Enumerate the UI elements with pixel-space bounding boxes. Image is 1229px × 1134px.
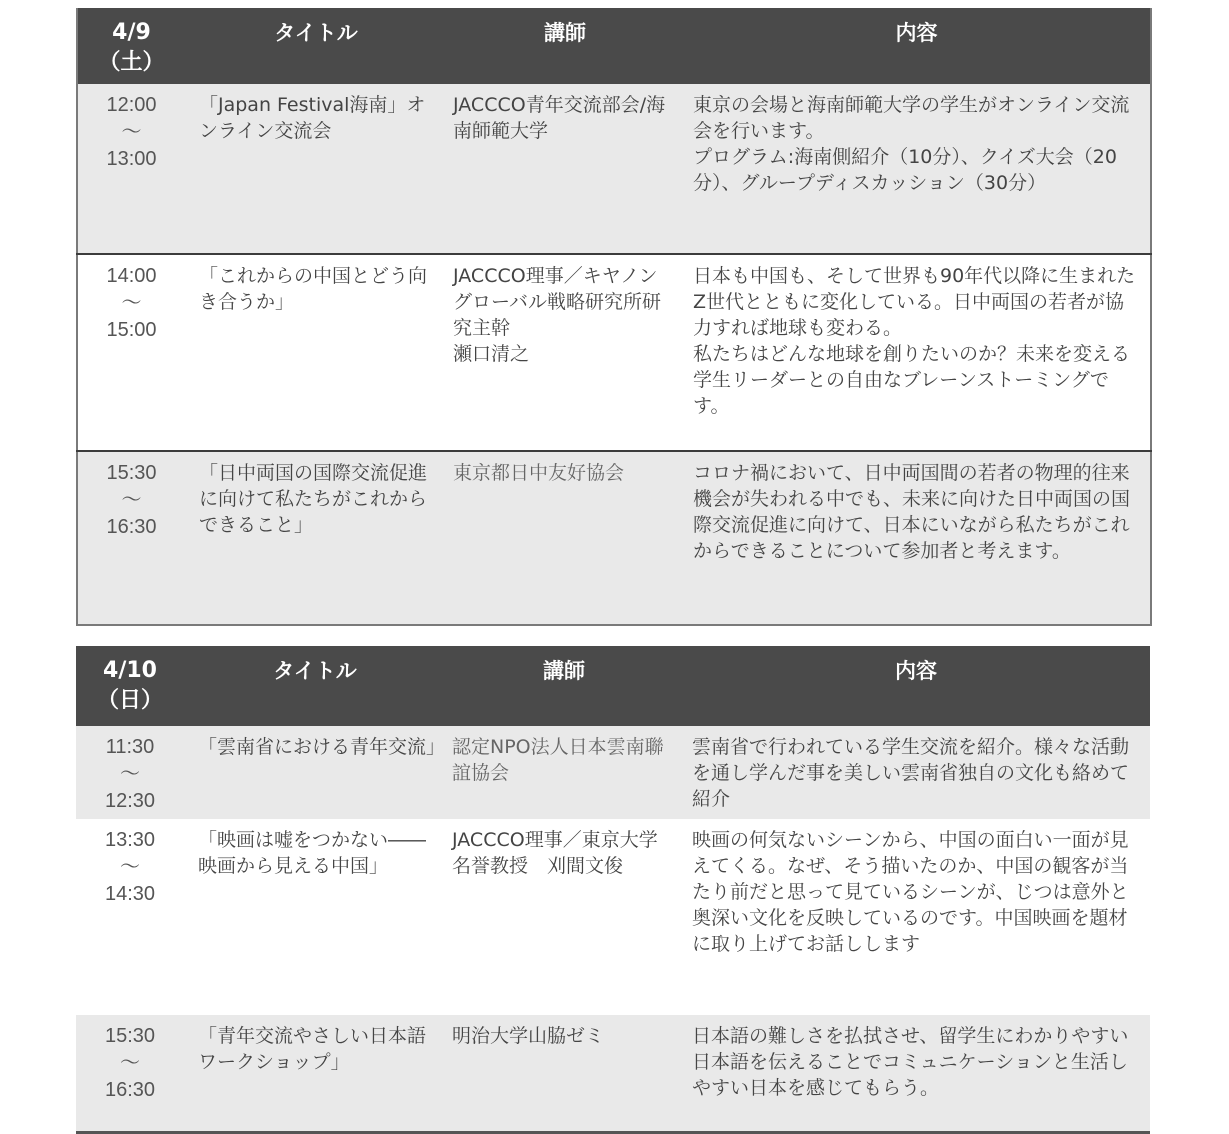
session-lecturer: 認定NPO法人日本雲南聯誼協会: [446, 726, 682, 819]
time-separator: ～: [120, 856, 140, 878]
end-time: 16:30: [104, 1079, 156, 1101]
date-header: [76, 646, 184, 726]
table-header-row: [76, 646, 1150, 726]
end-time: 12:30: [104, 790, 156, 812]
session-title: 「Japan Festival海南」オンライン交流会: [185, 84, 447, 254]
start-time: 11:30: [105, 736, 155, 758]
time-separator: ～: [120, 763, 140, 785]
weekday-label: （日）: [96, 688, 163, 713]
session-title: 「雲南省における青年交流」: [184, 726, 446, 819]
table-row: [76, 819, 1150, 1015]
start-time: 15:30: [104, 1025, 156, 1047]
end-time: 13:00: [106, 148, 157, 171]
session-time: [76, 1015, 184, 1132]
session-lecturer: 明治大学山脇ゼミ: [446, 1015, 682, 1132]
lecturer-column-header: 講師: [447, 8, 683, 84]
session-content: 日本も中国も、そして世界も90年代以降に生まれたZ世代とともに変化している。日中両国の若者が協力すれば地球も変わる。 私たちはどんな地球を創りたいのか？未来を変える学生リーダーとの自由なブレーンストーミングです。: [683, 254, 1151, 450]
date-label: 4/9: [112, 20, 151, 45]
time-separator: ～: [121, 292, 142, 315]
session-title: 「日中両国の国際交流促進に向けて私たちがこれからできること」: [185, 451, 447, 625]
table-row: [77, 84, 1151, 254]
table-row: [77, 451, 1151, 625]
lecturer-column-header: 講師: [446, 646, 682, 726]
session-time: [77, 451, 185, 625]
session-lecturer: 東京都日中友好協会: [447, 451, 683, 625]
session-content: 日本語の難しさを払拭させ、留学生にわかりやすい日本語を伝えることでコミュニケーションと生活しやすい日本を感じてもらう。: [682, 1015, 1150, 1132]
session-content: 映画の何気ないシーンから、中国の面白い一面が見えてくる。なぜ、そう描いたのか、中国の観客が当たり前だと思って見ているシーンが、じつは意外と奥深い文化を反映しているのです。中国映画を題材に取り上げてお話しします: [682, 819, 1150, 1015]
session-lecturer: JACCCO青年交流部会/海南師範大学: [447, 84, 683, 254]
table-row: [76, 726, 1150, 819]
content-column-header: 内容: [683, 8, 1151, 84]
end-time: 14:30: [104, 883, 156, 905]
date-label: 4/10: [103, 658, 157, 683]
session-content: 東京の会場と海南師範大学の学生がオンライン交流会を行います。 プログラム:海南側紹介（10分）、クイズ大会（20分）、グループディスカッション（30分）: [683, 84, 1151, 254]
session-content: 雲南省で行われている学生交流を紹介。様々な活動を通し学んだ事を美しい雲南省独自の文化も絡めて紹介: [682, 726, 1150, 819]
schedule-table-day1: [76, 8, 1152, 626]
session-lecturer: JACCCO理事／キヤノングローバル戦略研究所研究主幹 瀬口清之: [447, 254, 683, 450]
session-time: [77, 254, 185, 450]
session-lecturer: JACCCO理事／東京大学名誉教授 刈間文俊: [446, 819, 682, 1015]
table-row: [76, 1015, 1150, 1132]
session-time: [76, 819, 184, 1015]
title-column-header: タイトル: [185, 8, 447, 84]
table-header-row: [77, 8, 1151, 84]
end-time: 15:00: [106, 319, 157, 342]
time-separator: ～: [121, 121, 142, 144]
time-separator: ～: [120, 1052, 140, 1074]
start-time: 14:00: [106, 265, 157, 288]
end-time: 16:30: [106, 515, 157, 538]
content-column-header: 内容: [682, 646, 1150, 726]
session-title: 「映画は嘘をつかない――映画から見える中国」: [184, 819, 446, 1015]
session-time: [76, 726, 184, 819]
time-separator: ～: [121, 488, 142, 511]
start-time: 15:30: [106, 461, 157, 484]
table-row: [77, 254, 1151, 450]
session-title: 「青年交流やさしい日本語ワークショップ」: [184, 1015, 446, 1132]
session-title: 「これからの中国とどう向き合うか」: [185, 254, 447, 450]
date-header: [77, 8, 185, 84]
start-time: 13:30: [104, 829, 156, 851]
session-content: コロナ禍において、日中両国間の若者の物理的往来機会が失われる中でも、未来に向けた日中両国の国際交流促進に向けて、日本にいながら私たちがこれからできることについて参加者と考えます。: [683, 451, 1151, 625]
start-time: 12:00: [106, 94, 157, 117]
session-time: [77, 84, 185, 254]
weekday-label: （土）: [98, 50, 165, 75]
title-column-header: タイトル: [184, 646, 446, 726]
schedule-table-day2: [76, 646, 1150, 1134]
